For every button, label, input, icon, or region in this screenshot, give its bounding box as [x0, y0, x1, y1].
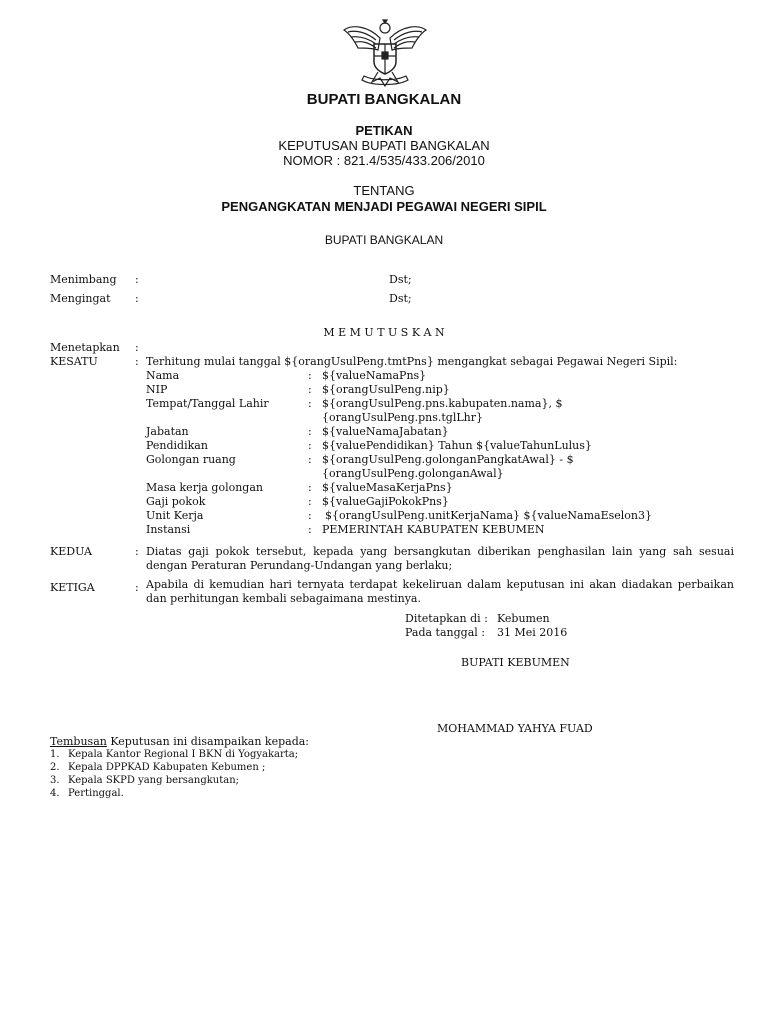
- copy-item: Kepala DPPKAD Kabupaten Kebumen ;: [68, 762, 266, 773]
- place-label: Ditetapkan di :: [405, 612, 488, 625]
- copy-item: Kepala Kantor Regional I BKN di Yogyakarta;: [68, 749, 299, 760]
- ketiga-colon: :: [135, 581, 139, 594]
- field-label-gaji: Gaji pokok: [146, 495, 206, 508]
- copy-num: 3.: [50, 775, 60, 786]
- place-value: Kebumen: [497, 612, 550, 625]
- field-value-birth: ${orangUsulPeng.pns.kabupaten.nama}, $: [322, 397, 563, 410]
- copy-item: Pertinggal.: [68, 788, 124, 799]
- kesatu-intro: Terhitung mulai tanggal ${orangUsulPeng.tmtPns} mengangkat sebagai Pegawai Negeri Sipil:: [146, 355, 678, 368]
- field-label-nip: NIP: [146, 383, 168, 396]
- kedua-label: KEDUA: [50, 545, 92, 558]
- field-colon: :: [308, 523, 312, 536]
- legal-basis-value: Dst;: [389, 292, 412, 305]
- authority-title: BUPATI BANGKALAN: [306, 91, 462, 108]
- copy-num: 4.: [50, 788, 60, 799]
- date-value: 31 Mei 2016: [497, 626, 568, 639]
- field-label-instansi: Instansi: [146, 523, 191, 536]
- consideration-value: Dst;: [389, 273, 412, 286]
- copies-heading-rest: Keputusan ini disampaikan kepada:: [106, 735, 310, 748]
- field-value-gaji: ${valueGajiPokokPns}: [322, 495, 449, 508]
- field-value-nip: ${orangUsulPeng.nip}: [322, 383, 450, 396]
- decides-heading: M E M U T U S K A N: [323, 326, 445, 339]
- doc-type: PETIKAN: [355, 123, 413, 138]
- field-colon: :: [308, 481, 312, 494]
- ketiga-text: Apabila di kemudian hari ternyata terdapat kekeliruan dalam keputusan ini akan diadakan perbaikan dan perhitungan kembali sebagaimana mestinya.: [146, 578, 734, 605]
- decision-title: KEPUTUSAN BUPATI BANGKALAN: [278, 138, 490, 153]
- field-value-instansi: PEMERINTAH KABUPATEN KEBUMEN: [322, 523, 545, 536]
- copies-heading: [50, 735, 309, 749]
- decision-number: NOMOR : 821.4/535/433.206/2010: [283, 153, 485, 168]
- field-value-jabatan: ${valueNamaJabatan}: [322, 425, 449, 438]
- field-value-birth-cont: {orangUsulPeng.pns.tglLhr}: [322, 411, 484, 424]
- copy-item: Kepala SKPD yang bersangkutan;: [68, 775, 240, 786]
- field-value-golongan-cont: {orangUsulPeng.golonganAwal}: [322, 467, 504, 480]
- field-label-birth: Tempat/Tanggal Lahir: [146, 397, 269, 410]
- kesatu-colon: :: [135, 355, 139, 368]
- field-colon: :: [308, 453, 312, 466]
- signer-name: MOHAMMAD YAHYA FUAD: [437, 722, 593, 735]
- field-colon: :: [308, 439, 312, 452]
- establish-colon: :: [135, 341, 139, 354]
- field-label-pendidikan: Pendidikan: [146, 439, 208, 452]
- field-colon: :: [308, 383, 312, 396]
- legal-basis-label: Mengingat: [50, 292, 111, 305]
- field-label-jabatan: Jabatan: [146, 425, 189, 438]
- field-value-masa-kerja: ${valueMasaKerjaPns}: [322, 481, 453, 494]
- field-value-unit-kerja: ${orangUsulPeng.unitKerjaNama} ${valueNamaEselon3}: [325, 509, 653, 522]
- subject-title: PENGANGKATAN MENJADI PEGAWAI NEGERI SIPIL: [221, 199, 547, 214]
- field-label-golongan: Golongan ruang: [146, 453, 236, 466]
- consideration-colon: :: [135, 273, 139, 286]
- kedua-colon: :: [135, 545, 139, 558]
- copy-num: 1.: [50, 749, 60, 760]
- garuda-emblem-icon: [340, 18, 430, 90]
- field-colon: :: [308, 397, 312, 410]
- signer-position: BUPATI KEBUMEN: [461, 656, 570, 669]
- field-colon: :: [308, 509, 312, 522]
- kedua-text: Diatas gaji pokok tersebut, kepada yang bersangkutan diberikan penghasilan lain yang sah sesuai dengan Peraturan Perundang-Undangan yang berlaku;: [146, 545, 734, 572]
- copies-heading-underlined: Tembusan: [50, 735, 107, 748]
- field-value-golongan: ${orangUsulPeng.golonganPangkatAwal} - $: [322, 453, 574, 466]
- field-value-pendidikan: ${valuePendidikan} Tahun ${valueTahunLulus}: [322, 439, 592, 452]
- field-label-unit-kerja: Unit Kerja: [146, 509, 204, 522]
- field-label-masa-kerja: Masa kerja golongan: [146, 481, 263, 494]
- kesatu-label: KESATU: [50, 355, 98, 368]
- establish-label: Menetapkan: [50, 341, 120, 354]
- field-label-nama: Nama: [146, 369, 180, 382]
- issuer: BUPATI BANGKALAN: [324, 233, 444, 247]
- ketiga-label: KETIGA: [50, 581, 95, 594]
- field-colon: :: [308, 495, 312, 508]
- date-label: Pada tanggal :: [405, 626, 485, 639]
- about-label: TENTANG: [353, 183, 415, 198]
- copy-num: 2.: [50, 762, 60, 773]
- field-colon: :: [308, 425, 312, 438]
- field-value-nama: ${valueNamaPns}: [322, 369, 427, 382]
- field-colon: :: [308, 369, 312, 382]
- consideration-label: Menimbang: [50, 273, 117, 286]
- legal-basis-colon: :: [135, 292, 139, 305]
